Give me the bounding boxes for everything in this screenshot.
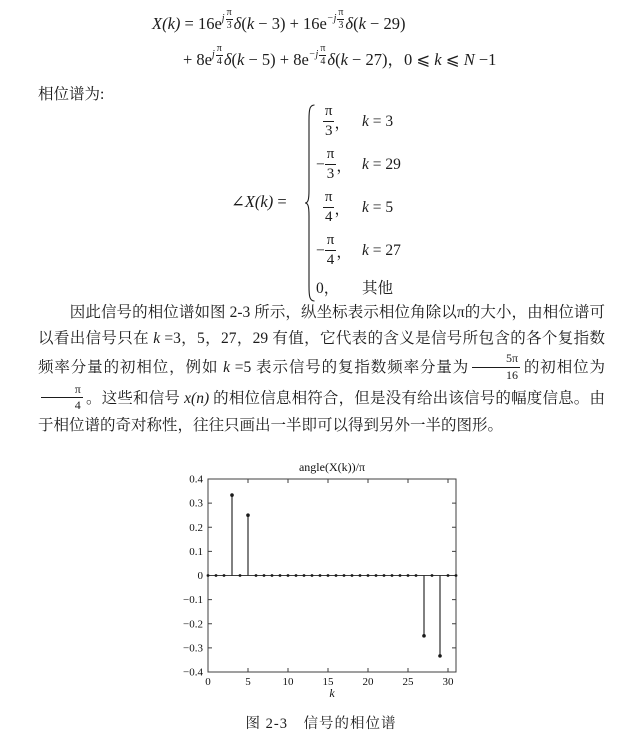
math-token: k — [340, 50, 348, 69]
denominator: 4 — [326, 252, 335, 268]
stem-marker — [230, 493, 234, 497]
math-token: k — [362, 112, 369, 130]
fraction — [41, 383, 83, 414]
math-token: − 27)， — [347, 50, 404, 69]
formula-line-1 — [152, 6, 405, 42]
y-tick-label: 0.3 — [189, 497, 203, 510]
stem-marker — [422, 634, 426, 638]
math-token: − 5) + 8e — [244, 50, 309, 69]
piecewise-cases — [316, 100, 401, 302]
stem-marker — [383, 574, 386, 577]
denominator: 4 — [320, 55, 326, 67]
math-token: k — [362, 241, 369, 259]
math-token: ⩽ — [441, 50, 464, 69]
math-token: k — [223, 358, 231, 376]
math-token: = 29 — [368, 155, 401, 173]
stem-marker — [335, 574, 338, 577]
math-token: δ — [345, 14, 354, 33]
figure-caption: 图 2-3 信号的相位谱 — [245, 716, 397, 732]
denominator: 4 — [74, 398, 81, 413]
fraction — [216, 44, 223, 67]
math-token: −1 — [474, 50, 497, 69]
left-brace — [304, 104, 316, 302]
x-tick-label: 5 — [245, 676, 251, 688]
denominator: 3 — [226, 19, 232, 31]
x-tick-label: 20 — [362, 676, 374, 688]
denominator: 4 — [216, 55, 222, 67]
x-axis-label: k — [329, 686, 335, 700]
stem-marker — [279, 574, 282, 577]
case-value — [316, 189, 350, 226]
y-tick-label: 0.1 — [189, 545, 203, 558]
comma: ， — [334, 200, 350, 218]
comma: ， — [336, 243, 352, 261]
y-tick-label: −0.1 — [183, 594, 203, 607]
stem-marker — [239, 574, 242, 577]
stem-marker — [343, 574, 346, 577]
x-tick-label: 25 — [402, 676, 414, 688]
case-condition: 其他 — [362, 280, 394, 297]
numerator: 5π — [472, 352, 520, 368]
piecewise-row — [316, 100, 401, 143]
math-token: = 16e — [180, 14, 222, 33]
math-token: δ — [233, 14, 242, 33]
math-token: k — [358, 14, 366, 33]
fraction — [323, 103, 335, 140]
denominator: 3 — [326, 166, 335, 182]
math-token: δ — [327, 50, 336, 69]
math-token: 0 ⩽ — [403, 50, 435, 69]
sign: − — [316, 155, 325, 173]
x-tick-label: 10 — [282, 676, 294, 688]
case-value — [316, 276, 350, 298]
numerator: π — [325, 146, 337, 165]
stem-marker — [263, 574, 266, 577]
math-token: k — [362, 155, 369, 173]
fraction — [319, 44, 326, 67]
stem-marker — [303, 574, 306, 577]
stem-marker — [407, 574, 410, 577]
math-token: ( — [231, 50, 238, 69]
piecewise-row — [316, 272, 401, 302]
stem-marker — [399, 574, 402, 577]
math-token: k — [362, 198, 369, 216]
numerator: π — [338, 6, 344, 18]
stem-marker — [223, 574, 226, 577]
denominator: 4 — [324, 209, 333, 225]
piecewise-row — [316, 229, 401, 272]
math-token: k — [153, 330, 161, 347]
piecewise-row — [316, 143, 401, 186]
denominator: 3 — [338, 19, 344, 31]
stem-marker — [391, 574, 394, 577]
exponent — [309, 44, 327, 67]
y-tick-label: 0.2 — [189, 521, 203, 534]
math-token: k — [246, 14, 255, 33]
exponent — [222, 8, 233, 31]
piecewise-lhs — [231, 192, 287, 212]
math-token: k — [434, 50, 442, 69]
math-token: − 3) + 16e — [254, 14, 327, 33]
math-token: k — [237, 50, 245, 69]
stem-plot-svg — [170, 460, 490, 712]
text-run: 的相位信息相符合，但是没有给出该信号的幅度信息。由于相位谱的奇对称性，往往只画出一半即可以得到另外一半的图形。 — [38, 389, 605, 435]
stem-marker — [327, 574, 330, 577]
body-paragraph — [38, 300, 605, 439]
fraction — [323, 189, 335, 226]
math-token: N — [463, 50, 475, 69]
denominator: 3 — [324, 123, 333, 139]
angle-symbol: ∠ — [231, 192, 245, 211]
stem-marker — [255, 574, 258, 577]
stem-marker — [271, 574, 274, 577]
y-tick-label: −0.3 — [183, 642, 203, 655]
stem-marker — [438, 654, 442, 658]
y-tick-label: 0.4 — [189, 473, 203, 486]
stem-marker — [295, 574, 298, 577]
stem-marker — [431, 574, 434, 577]
math-token: − 29) — [365, 14, 406, 33]
x-tick-label: 30 — [442, 676, 454, 688]
math-token: = 3 — [368, 112, 394, 130]
formula-line-2 — [183, 42, 496, 78]
case-value — [316, 146, 350, 183]
math-token: X(k) — [152, 14, 181, 33]
stem-marker — [447, 574, 450, 577]
stem-marker — [215, 574, 218, 577]
math-token: 0， — [316, 280, 340, 297]
math-token: = 5 — [368, 198, 394, 216]
math-token: X(k) — [244, 192, 274, 211]
case-condition — [362, 242, 401, 260]
stem-marker — [359, 574, 362, 577]
math-token: −j — [326, 13, 337, 24]
text-run: 的初相位为 — [523, 358, 605, 376]
case-condition — [362, 199, 393, 217]
numerator: π — [325, 232, 337, 251]
math-token: = 27 — [368, 241, 401, 259]
math-token: ( — [335, 50, 341, 69]
math-token: + 8e — [183, 50, 213, 69]
fraction — [472, 352, 520, 383]
stem-marker — [287, 574, 290, 577]
denominator: 16 — [505, 367, 518, 382]
math-token: = — [273, 192, 287, 211]
y-tick-label: 0 — [197, 570, 203, 582]
x-tick-label: 0 — [205, 676, 211, 688]
text-run: =3，5，27，29 有值，它代表的含义是信号所包含的各个复指数频率分量的初相位，例如 — [38, 330, 605, 376]
math-token: ( — [241, 14, 247, 33]
numerator: π — [216, 42, 222, 54]
numerator: π — [320, 42, 326, 54]
fraction — [325, 232, 337, 269]
text-run: =5 表示信号的复指数频率分量为 — [230, 358, 470, 376]
math-token: −j — [308, 49, 319, 60]
math-token: x(n) — [184, 389, 210, 407]
stem-marker — [311, 574, 314, 577]
sign: − — [316, 241, 325, 259]
case-condition — [362, 156, 401, 174]
fraction — [226, 8, 233, 31]
stem-marker — [415, 574, 418, 577]
numerator: π — [323, 103, 335, 122]
case-value — [316, 103, 350, 140]
stem-marker — [207, 574, 210, 577]
numerator: π — [41, 383, 83, 399]
y-tick-label: −0.2 — [183, 618, 203, 631]
numerator: π — [226, 6, 232, 18]
phase-spectrum-chart — [170, 460, 490, 712]
chart-title: angle(X(k))/π — [298, 460, 366, 474]
stem-marker — [319, 574, 322, 577]
math-token: j — [221, 13, 225, 24]
fraction — [325, 146, 337, 183]
stem-marker — [351, 574, 354, 577]
math-token: δ — [223, 50, 232, 69]
comma: ， — [336, 157, 352, 175]
stem-marker — [367, 574, 370, 577]
exponent — [212, 44, 223, 67]
exponent — [327, 8, 345, 31]
stem-marker — [375, 574, 378, 577]
text-run: 因此信号的相位谱如图 2-3 所示，纵坐标表示相位角除以π的大小，由相位谱可以看出信号只在 — [38, 304, 605, 347]
case-value — [316, 232, 350, 269]
comma: ， — [334, 114, 350, 132]
math-token: ( — [353, 14, 359, 33]
text-run: 。这些和信号 — [85, 389, 185, 407]
phase-spectrum-label: 相位谱为: — [38, 86, 105, 103]
x-tick-label: 15 — [322, 676, 334, 688]
stem-marker — [246, 513, 250, 517]
numerator: π — [323, 189, 335, 208]
stem-marker — [455, 574, 458, 577]
math-token: j — [212, 49, 215, 60]
fraction — [337, 8, 344, 31]
case-condition — [362, 113, 393, 131]
piecewise-row — [316, 186, 401, 229]
y-tick-label: −0.4 — [183, 666, 203, 679]
